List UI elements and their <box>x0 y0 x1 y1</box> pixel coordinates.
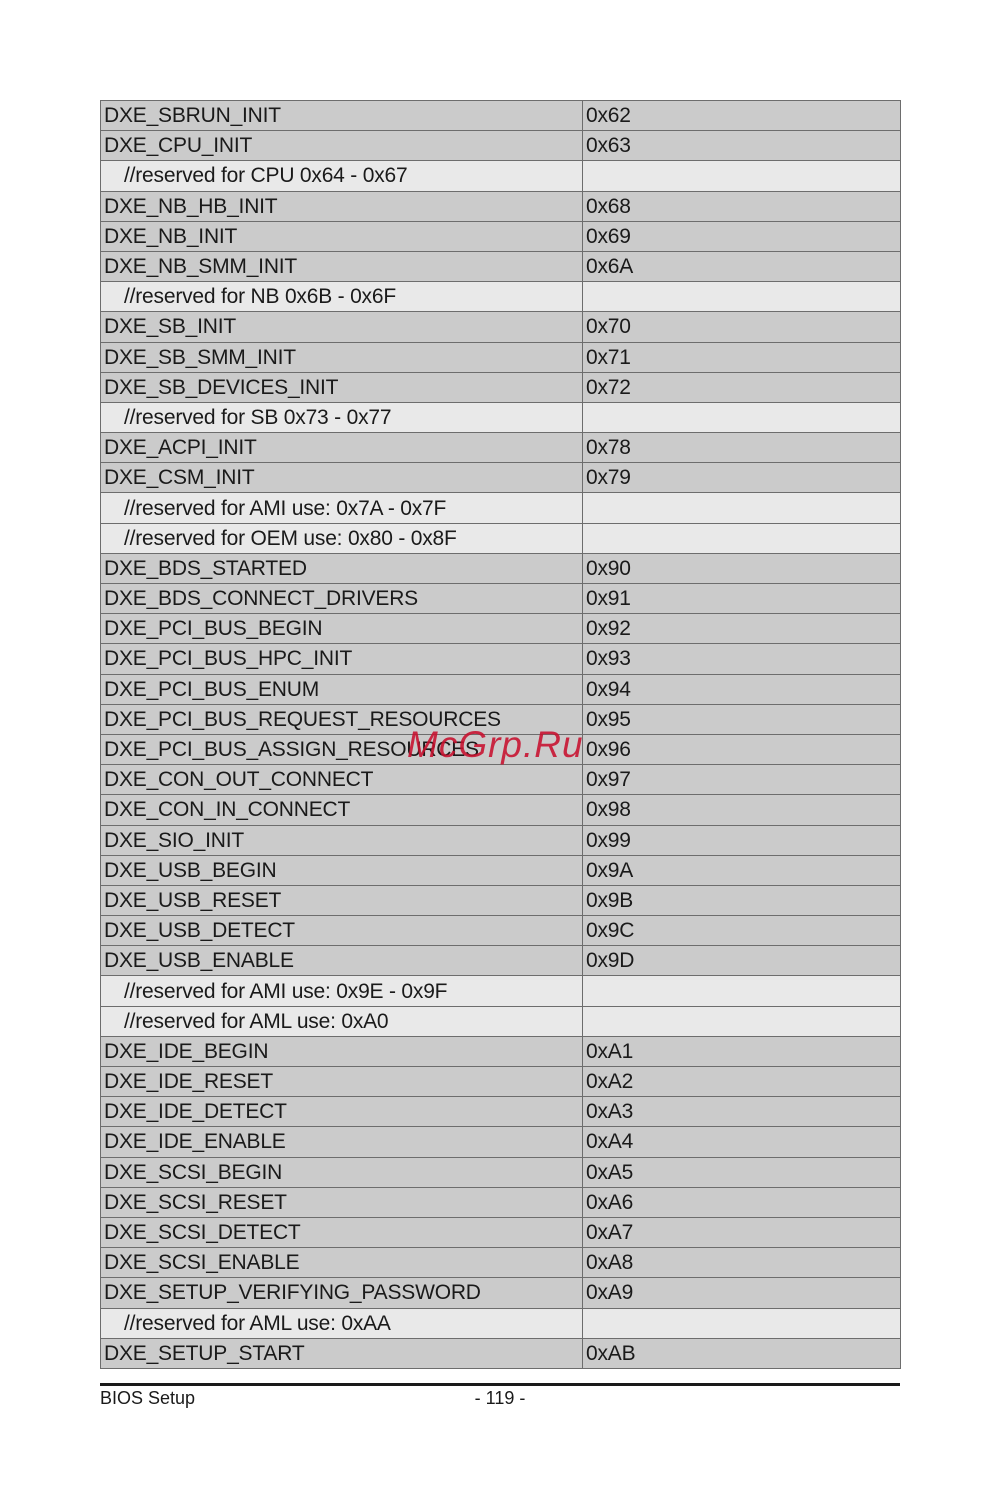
checkpoint-name-cell: DXE_SCSI_BEGIN <box>101 1157 583 1187</box>
checkpoint-name-cell: DXE_USB_RESET <box>101 885 583 915</box>
table-row <box>101 191 901 221</box>
checkpoint-code-cell: 0xA6 <box>583 1187 901 1217</box>
checkpoint-name-cell: DXE_BDS_CONNECT_DRIVERS <box>101 584 583 614</box>
watermark-logo: McGrp.Ru <box>407 724 584 765</box>
checkpoint-code-cell: 0xA5 <box>583 1157 901 1187</box>
checkpoint-code-cell: 0x78 <box>583 433 901 463</box>
checkpoint-name-cell: //reserved for OEM use: 0x80 - 0x8F <box>101 523 583 553</box>
table-row <box>101 946 901 976</box>
checkpoint-name-cell: //reserved for SB 0x73 - 0x77 <box>101 402 583 432</box>
table-row <box>101 1248 901 1278</box>
table-row <box>101 433 901 463</box>
table-row <box>101 463 901 493</box>
checkpoint-code-cell: 0x9A <box>583 855 901 885</box>
checkpoint-name-cell: //reserved for AMI use: 0x7A - 0x7F <box>101 493 583 523</box>
checkpoint-code-cell: 0x69 <box>583 221 901 251</box>
checkpoint-code-cell <box>583 1006 901 1036</box>
checkpoint-code-cell <box>583 976 901 1006</box>
checkpoint-name-cell: //reserved for AMI use: 0x9E - 0x9F <box>101 976 583 1006</box>
checkpoint-code-cell: 0x98 <box>583 795 901 825</box>
checkpoint-name-cell: DXE_PCI_BUS_ENUM <box>101 674 583 704</box>
checkpoint-code-cell: 0x62 <box>583 101 901 131</box>
table-row <box>101 1338 901 1368</box>
checkpoint-code-cell: 0x97 <box>583 765 901 795</box>
checkpoint-name-cell: DXE_CON_OUT_CONNECT <box>101 765 583 795</box>
table-row <box>101 312 901 342</box>
table-row <box>101 855 901 885</box>
checkpoint-code-cell: 0xA1 <box>583 1036 901 1066</box>
table-row <box>101 553 901 583</box>
checkpoint-code-cell: 0x95 <box>583 704 901 734</box>
table-row <box>101 1157 901 1187</box>
checkpoint-code-cell: 0xA3 <box>583 1097 901 1127</box>
checkpoint-name-cell: DXE_CPU_INIT <box>101 131 583 161</box>
checkpoint-name-cell: DXE_SBRUN_INIT <box>101 101 583 131</box>
checkpoint-code-cell: 0x9C <box>583 916 901 946</box>
checkpoint-name-cell: DXE_SCSI_RESET <box>101 1187 583 1217</box>
table-row <box>101 1036 901 1066</box>
checkpoint-name-cell: DXE_USB_DETECT <box>101 916 583 946</box>
checkpoint-code-cell: 0x71 <box>583 342 901 372</box>
table-row <box>101 1278 901 1308</box>
table-row <box>101 1127 901 1157</box>
checkpoint-name-cell: DXE_PCI_BUS_REQUEST_RESOURCES <box>101 704 583 734</box>
checkpoint-code-cell <box>583 282 901 312</box>
checkpoint-code-cell: 0x72 <box>583 372 901 402</box>
checkpoint-code-cell: 0x6A <box>583 251 901 281</box>
checkpoint-name-cell: DXE_NB_HB_INIT <box>101 191 583 221</box>
checkpoint-name-cell: DXE_SCSI_ENABLE <box>101 1248 583 1278</box>
checkpoint-name-cell: DXE_USB_BEGIN <box>101 855 583 885</box>
table-row <box>101 885 901 915</box>
reserved-range-row <box>101 402 901 432</box>
checkpoint-code-cell: 0x9B <box>583 885 901 915</box>
checkpoint-name-cell: DXE_ACPI_INIT <box>101 433 583 463</box>
checkpoint-code-cell: 0x94 <box>583 674 901 704</box>
table-row <box>101 674 901 704</box>
checkpoint-code-cell: 0x99 <box>583 825 901 855</box>
checkpoint-name-cell: DXE_IDE_BEGIN <box>101 1036 583 1066</box>
table-row <box>101 765 901 795</box>
checkpoint-name-cell: DXE_PCI_BUS_HPC_INIT <box>101 644 583 674</box>
table-row <box>101 614 901 644</box>
checkpoint-name-cell: DXE_NB_SMM_INIT <box>101 251 583 281</box>
checkpoint-code-cell <box>583 493 901 523</box>
checkpoint-code-cell: 0xA4 <box>583 1127 901 1157</box>
reserved-range-row <box>101 282 901 312</box>
checkpoint-name-cell: DXE_CON_IN_CONNECT <box>101 795 583 825</box>
checkpoint-name-cell: DXE_SCSI_DETECT <box>101 1217 583 1247</box>
table-row <box>101 342 901 372</box>
checkpoint-code-cell: 0x91 <box>583 584 901 614</box>
table-row <box>101 101 901 131</box>
checkpoint-code-cell: 0xA7 <box>583 1217 901 1247</box>
checkpoint-name-cell: DXE_IDE_ENABLE <box>101 1127 583 1157</box>
table-row <box>101 1097 901 1127</box>
footer-page-number: - 119 - <box>474 1388 526 1408</box>
reserved-range-row <box>101 523 901 553</box>
checkpoint-name-cell: DXE_IDE_RESET <box>101 1067 583 1097</box>
table-row <box>101 1067 901 1097</box>
checkpoint-name-cell: DXE_PCI_BUS_ASSIGN_RESOURCES <box>101 734 583 764</box>
checkpoint-name-cell: //reserved for CPU 0x64 - 0x67 <box>101 161 583 191</box>
checkpoint-code-cell: 0xA2 <box>583 1067 901 1097</box>
checkpoint-name-cell: //reserved for AML use: 0xA0 <box>101 1006 583 1036</box>
reserved-range-row <box>101 1308 901 1338</box>
checkpoint-name-cell: DXE_SB_SMM_INIT <box>101 342 583 372</box>
table-row <box>101 1187 901 1217</box>
reserved-range-row <box>101 1006 901 1036</box>
checkpoint-code-cell <box>583 161 901 191</box>
checkpoint-code-cell: 0xA9 <box>583 1278 901 1308</box>
checkpoint-code-cell: 0x9D <box>583 946 901 976</box>
checkpoint-code-cell <box>583 1308 901 1338</box>
checkpoint-name-cell: //reserved for NB 0x6B - 0x6F <box>101 282 583 312</box>
checkpoint-code-cell: 0x92 <box>583 614 901 644</box>
footer-section-title: BIOS Setup <box>100 1388 196 1408</box>
reserved-range-row <box>101 493 901 523</box>
checkpoint-name-cell: DXE_BDS_STARTED <box>101 553 583 583</box>
table-row <box>101 372 901 402</box>
checkpoint-code-cell: 0xAB <box>583 1338 901 1368</box>
checkpoint-name-cell: //reserved for AML use: 0xAA <box>101 1308 583 1338</box>
table-row <box>101 1217 901 1247</box>
checkpoint-code-cell: 0x93 <box>583 644 901 674</box>
checkpoint-name-cell: DXE_SB_INIT <box>101 312 583 342</box>
checkpoint-code-cell: 0x70 <box>583 312 901 342</box>
checkpoint-name-cell: DXE_USB_ENABLE <box>101 946 583 976</box>
table-row <box>101 916 901 946</box>
checkpoint-name-cell: DXE_SETUP_VERIFYING_PASSWORD <box>101 1278 583 1308</box>
checkpoint-code-cell: 0x96 <box>583 734 901 764</box>
table-row <box>101 584 901 614</box>
checkpoint-name-cell: DXE_NB_INIT <box>101 221 583 251</box>
checkpoint-code-cell: 0x68 <box>583 191 901 221</box>
footer-divider <box>100 1383 900 1386</box>
checkpoint-name-cell: DXE_SETUP_START <box>101 1338 583 1368</box>
table-row <box>101 825 901 855</box>
checkpoint-code-cell: 0x63 <box>583 131 901 161</box>
table-row <box>101 251 901 281</box>
checkpoint-name-cell: DXE_IDE_DETECT <box>101 1097 583 1127</box>
table-row <box>101 131 901 161</box>
table-row <box>101 644 901 674</box>
checkpoint-name-cell: DXE_SB_DEVICES_INIT <box>101 372 583 402</box>
checkpoint-name-cell: DXE_CSM_INIT <box>101 463 583 493</box>
reserved-range-row <box>101 161 901 191</box>
checkpoint-name-cell: DXE_PCI_BUS_BEGIN <box>101 614 583 644</box>
checkpoint-code-cell: 0xA8 <box>583 1248 901 1278</box>
table-row <box>101 795 901 825</box>
table-row <box>101 221 901 251</box>
checkpoint-code-cell: 0x90 <box>583 553 901 583</box>
checkpoint-name-cell: DXE_SIO_INIT <box>101 825 583 855</box>
checkpoint-code-cell <box>583 523 901 553</box>
reserved-range-row <box>101 976 901 1006</box>
checkpoint-code-cell <box>583 402 901 432</box>
checkpoint-code-cell: 0x79 <box>583 463 901 493</box>
